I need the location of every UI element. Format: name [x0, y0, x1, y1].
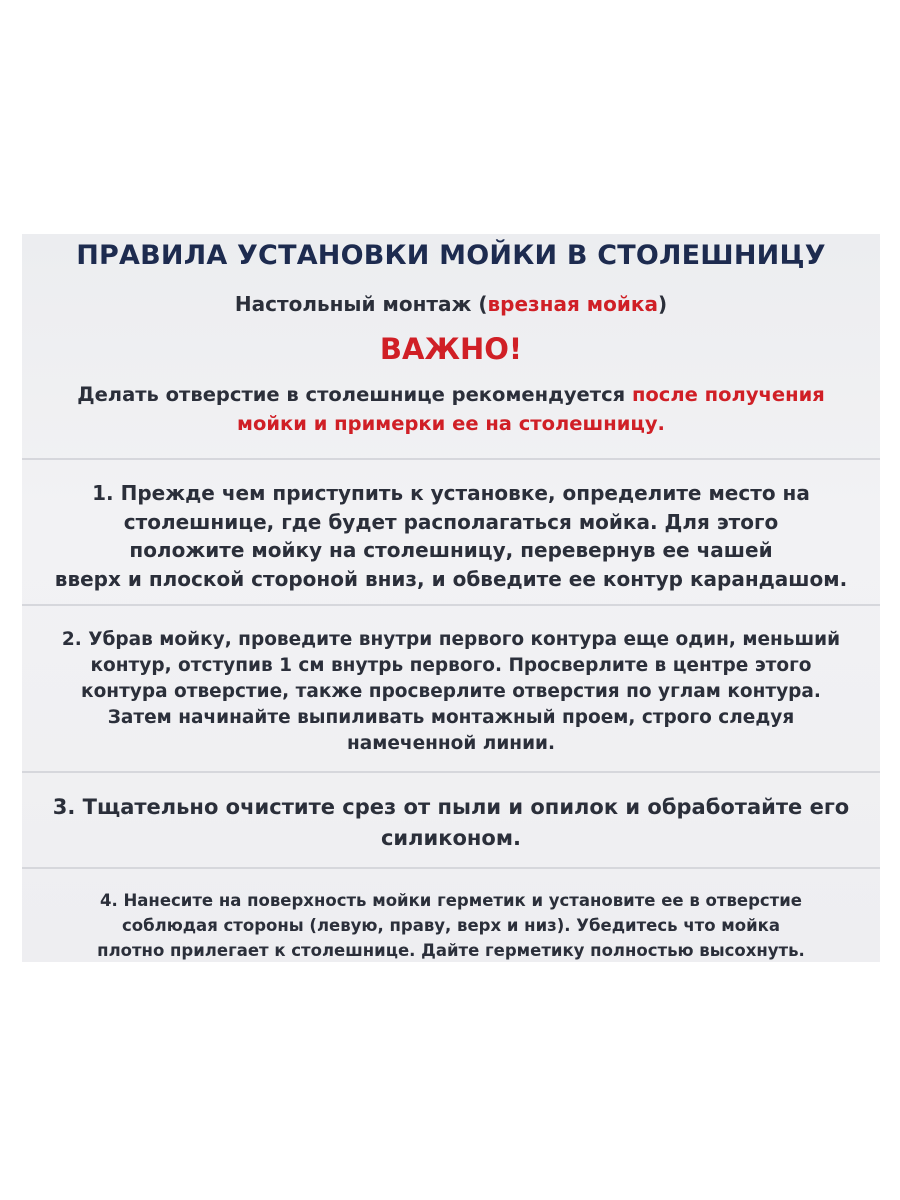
step-line: силиконом.: [380, 826, 522, 850]
step-3: [32, 792, 870, 854]
divider: [22, 604, 880, 606]
step-line: 4. Нанесите на поверхность мойки герметик и установите ее в отверстие: [99, 891, 802, 910]
note-text: Делать отверстие в столешнице рекомендуется: [77, 383, 632, 406]
step-line: соблюдая стороны (левую, праву, верх и низ). Убедитесь что мойка: [121, 916, 781, 935]
step-line: вверх и плоской стороной вниз, и обведите ее контур карандашом.: [54, 566, 848, 591]
step-line: контур, отступив 1 см внутрь первого. Просверлите в центре этого: [90, 655, 812, 676]
step-2: [32, 627, 870, 757]
important-note: [30, 380, 872, 438]
note-highlight-2: мойки и примерки ее на столешницу.: [237, 412, 665, 435]
divider: [22, 458, 880, 460]
step-line: 1. Прежде чем приступить к установке, определите место на: [92, 481, 810, 505]
step-1: [32, 479, 870, 593]
subtitle-text: Настольный монтаж (: [234, 292, 488, 316]
important-heading: ВАЖНО!: [379, 332, 523, 366]
page-title: ПРАВИЛА УСТАНОВКИ МОЙКИ В СТОЛЕШНИЦУ: [76, 240, 826, 271]
subtitle-close: ): [657, 292, 668, 316]
header-section: [22, 234, 880, 458]
step-line: плотно прилегает к столешнице. Дайте герметику полностью высохнуть.: [97, 941, 805, 960]
step-line: положите мойку на столешницу, перевернув ее чашей: [129, 538, 773, 562]
subtitle-highlight: врезная мойка: [487, 292, 658, 316]
step-line: Затем начинайте выпиливать монтажный проем, строго следуя: [107, 707, 795, 728]
step-line: намеченной линии.: [346, 733, 556, 754]
note-highlight-1: после получения: [631, 383, 825, 406]
divider: [22, 771, 880, 773]
divider: [22, 867, 880, 869]
step-line: 2. Убрав мойку, проведите внутри первого контура еще один, меньший: [61, 629, 841, 650]
mounting-type-subtitle: [22, 292, 880, 316]
step-line: контура отверстие, также просверлите отверстия по углам контура.: [81, 681, 821, 702]
step-4: [32, 888, 870, 963]
step-line: 3. Тщательно очистите срез от пыли и опилок и обработайте его: [52, 795, 850, 819]
instruction-card: [22, 234, 880, 962]
step-line: столешнице, где будет располагаться мойка. Для этого: [123, 509, 779, 534]
